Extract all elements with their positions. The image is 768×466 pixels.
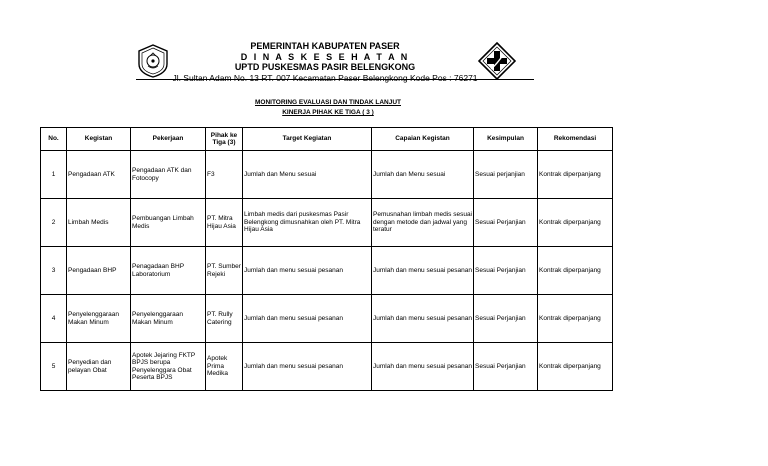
kabupaten-paser-emblem [136,44,170,78]
cell-target: Jumlah dan menu sesuai pesanan [243,343,372,391]
monitoring-table [40,127,613,391]
cell-rekomendasi: Kontrak diperpanjang [538,343,613,391]
cell-pekerjaan: Pembuangan Limbah Medis [131,199,206,247]
cell-capaian: Jumlah dan Menu sesuai [372,151,474,199]
letterhead-government: PEMERINTAH KABUPATEN PASER [250,41,400,51]
header-pihak: Pihak ke Tiga (3) [206,128,243,151]
header-kegiatan: Kegistan [67,128,131,151]
letterhead-divider [136,79,534,80]
cell-kesimpulan: Sesuai Perjanjian [474,247,538,295]
letterhead-address: Jl. Sultan Adam No. 13 RT. 007 Kecamatan Paser Belengkong Kode Pos : 76271 [172,72,478,83]
cell-kesimpulan: Sesuai Perjanjian [474,295,538,343]
cell-pihak: F3 [206,151,243,199]
cell-target: Limbah medis dari puskesmas Pasir Belengkong dimusnahkan oleh PT. Mitra Hijau Asia [243,199,372,247]
title-line: MONITORING EVALUASI DAN TINDAK LANJUT [254,99,401,106]
table-row [41,199,613,247]
cell-pekerjaan: Penyelenggaraan Makan Minum [131,295,206,343]
cell-pekerjaan: Pengadaan ATK dan Fotocopy [131,151,206,199]
letterhead-department: D I N A S K E S E H A T A N [240,51,410,62]
document-title [168,98,488,118]
cell-pekerjaan: Penagadaan BHP Laboratorium [131,247,206,295]
table-row [41,151,613,199]
header-capaian: Capaian Kegistan [372,128,474,151]
cell-kesimpulan: Sesuai Perjanjian [474,199,538,247]
cell-pihak: PT. Mitra Hijau Asia [206,199,243,247]
cell-no: 2 [41,199,67,247]
cell-target: Jumlah dan menu sesuai pesanan [243,247,372,295]
cell-pihak: PT. Sumber Rejeki [206,247,243,295]
cell-kegiatan: Pengadaan BHP [67,247,131,295]
cell-capaian: Jumlah dan menu sesuai pesanan [372,295,474,343]
header-pekerjaan: Pekerjaan [131,128,206,151]
letterhead [170,41,480,83]
cell-kegiatan: Limbah Medis [67,199,131,247]
cell-pekerjaan: Apotek Jejaring FKTP BPJS berupa Penyelenggara Obat Peserta BPJS [131,343,206,391]
cell-kegiatan: Penyedian dan pelayan Obat [67,343,131,391]
table-row [41,295,613,343]
cell-pihak: Apotek Prima Medika [206,343,243,391]
cell-pihak: PT. Rully Catering [206,295,243,343]
cell-capaian: Jumlah dan menu sesuai pesanan [372,247,474,295]
table-row [41,247,613,295]
header-kesimpulan: Kesimpulan [474,128,538,151]
cell-no: 3 [41,247,67,295]
table-header-row [41,128,613,151]
cell-capaian: Pemusnahan limbah medis sesuai dengan metode dan jadwal yang teratur [372,199,474,247]
header-target: Target Kegiatan [243,128,372,151]
cell-target: Jumlah dan menu sesuai pesanan [243,295,372,343]
cell-capaian: Jumlah dan menu sesuai pesanan [372,343,474,391]
letterhead-institution: UPTD PUSKESMAS PASIR BELENGKONG [234,62,416,72]
cell-no: 1 [41,151,67,199]
header-no: No. [41,128,67,151]
cell-kesimpulan: Sesuai Perjanjian [474,343,538,391]
cell-no: 4 [41,295,67,343]
cell-kesimpulan: Sesuai perjanjian [474,151,538,199]
subtitle-line: KINERJA PIHAK KE TIGA ( 3 ) [282,109,374,116]
cell-rekomendasi: Kontrak diperpanjang [538,151,613,199]
cell-rekomendasi: Kontrak diperpanjang [538,199,613,247]
cell-kegiatan: Penyelenggaraan Makan Minum [67,295,131,343]
table-row [41,343,613,391]
health-cross-logo [478,42,516,80]
cell-rekomendasi: Kontrak diperpanjang [538,295,613,343]
cell-kegiatan: Pengadaan ATK [67,151,131,199]
cell-rekomendasi: Kontrak diperpanjang [538,247,613,295]
cell-target: Jumlah dan Menu sesuai [243,151,372,199]
cell-no: 5 [41,343,67,391]
header-rekomendasi: Rekomendasi [538,128,613,151]
